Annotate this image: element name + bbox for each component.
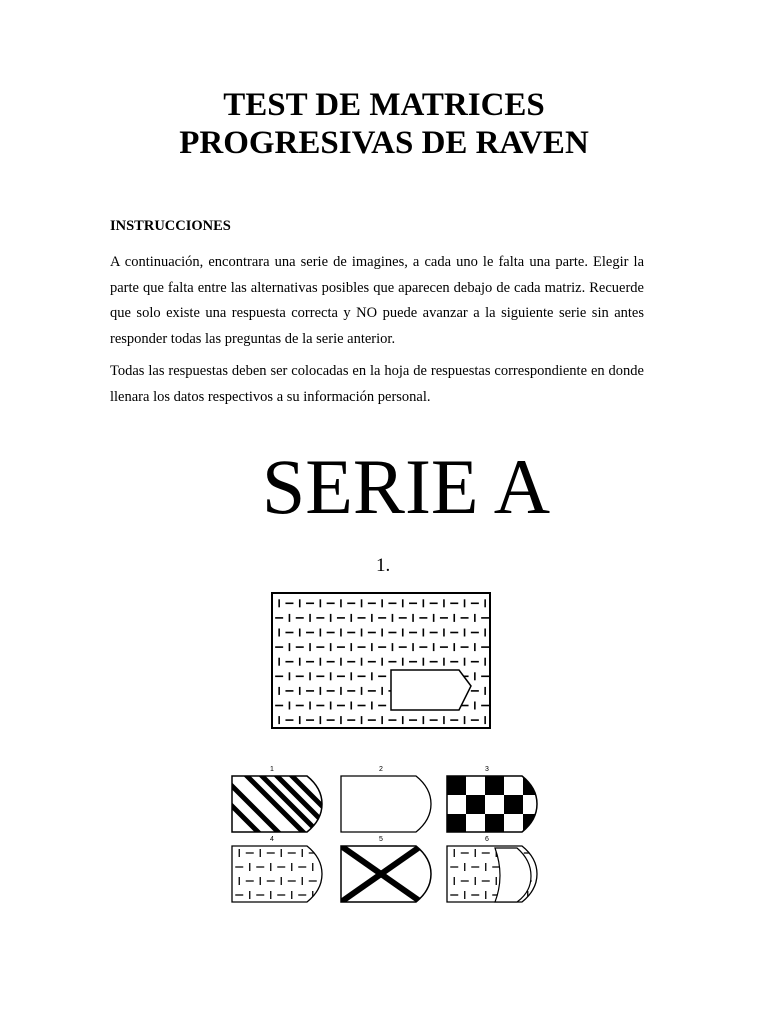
instructions-heading: INSTRUCCIONES: [110, 218, 231, 234]
matrix-figure: [271, 592, 491, 730]
option-2[interactable]: [341, 766, 431, 832]
title-line-2: PROGRESIVAS DE RAVEN: [179, 125, 589, 161]
option-4-number: 4: [270, 836, 274, 843]
option-2-number: 2: [379, 766, 383, 773]
option-5-number: 5: [379, 836, 383, 843]
answer-options: [225, 762, 540, 912]
document-title: [0, 86, 768, 162]
instructions-paragraph-2: Todas las respuestas deben ser colocadas en la hoja de respuestas correspondiente en donde llenara los datos respectivos a su información personal.: [110, 363, 644, 405]
option-6[interactable]: [447, 836, 537, 902]
instructions-paragraph-1: A continuación, encontrara una serie de imagines, a cada uno le falta una parte. Elegir la parte que falta entre las alternativas posibles que aparecen debajo de cada matriz. Recuerde que solo existe una respuesta correcta y NO puede avanzar a la siguiente serie sin antes responder todas las preguntas de la serie anterior.: [110, 254, 644, 347]
missing-piece: [391, 670, 471, 710]
option-4[interactable]: [232, 836, 322, 902]
title-line-1: TEST DE MATRICES: [223, 87, 545, 123]
series-heading: SERIE A: [261, 443, 551, 530]
option-1-number: 1: [270, 766, 274, 773]
option-3-number: 3: [485, 766, 489, 773]
question-number: 1.: [376, 555, 391, 576]
option-1[interactable]: [207, 766, 352, 836]
option-3[interactable]: [447, 766, 542, 833]
option-5[interactable]: [341, 836, 431, 902]
option-6-number: 6: [485, 836, 489, 843]
